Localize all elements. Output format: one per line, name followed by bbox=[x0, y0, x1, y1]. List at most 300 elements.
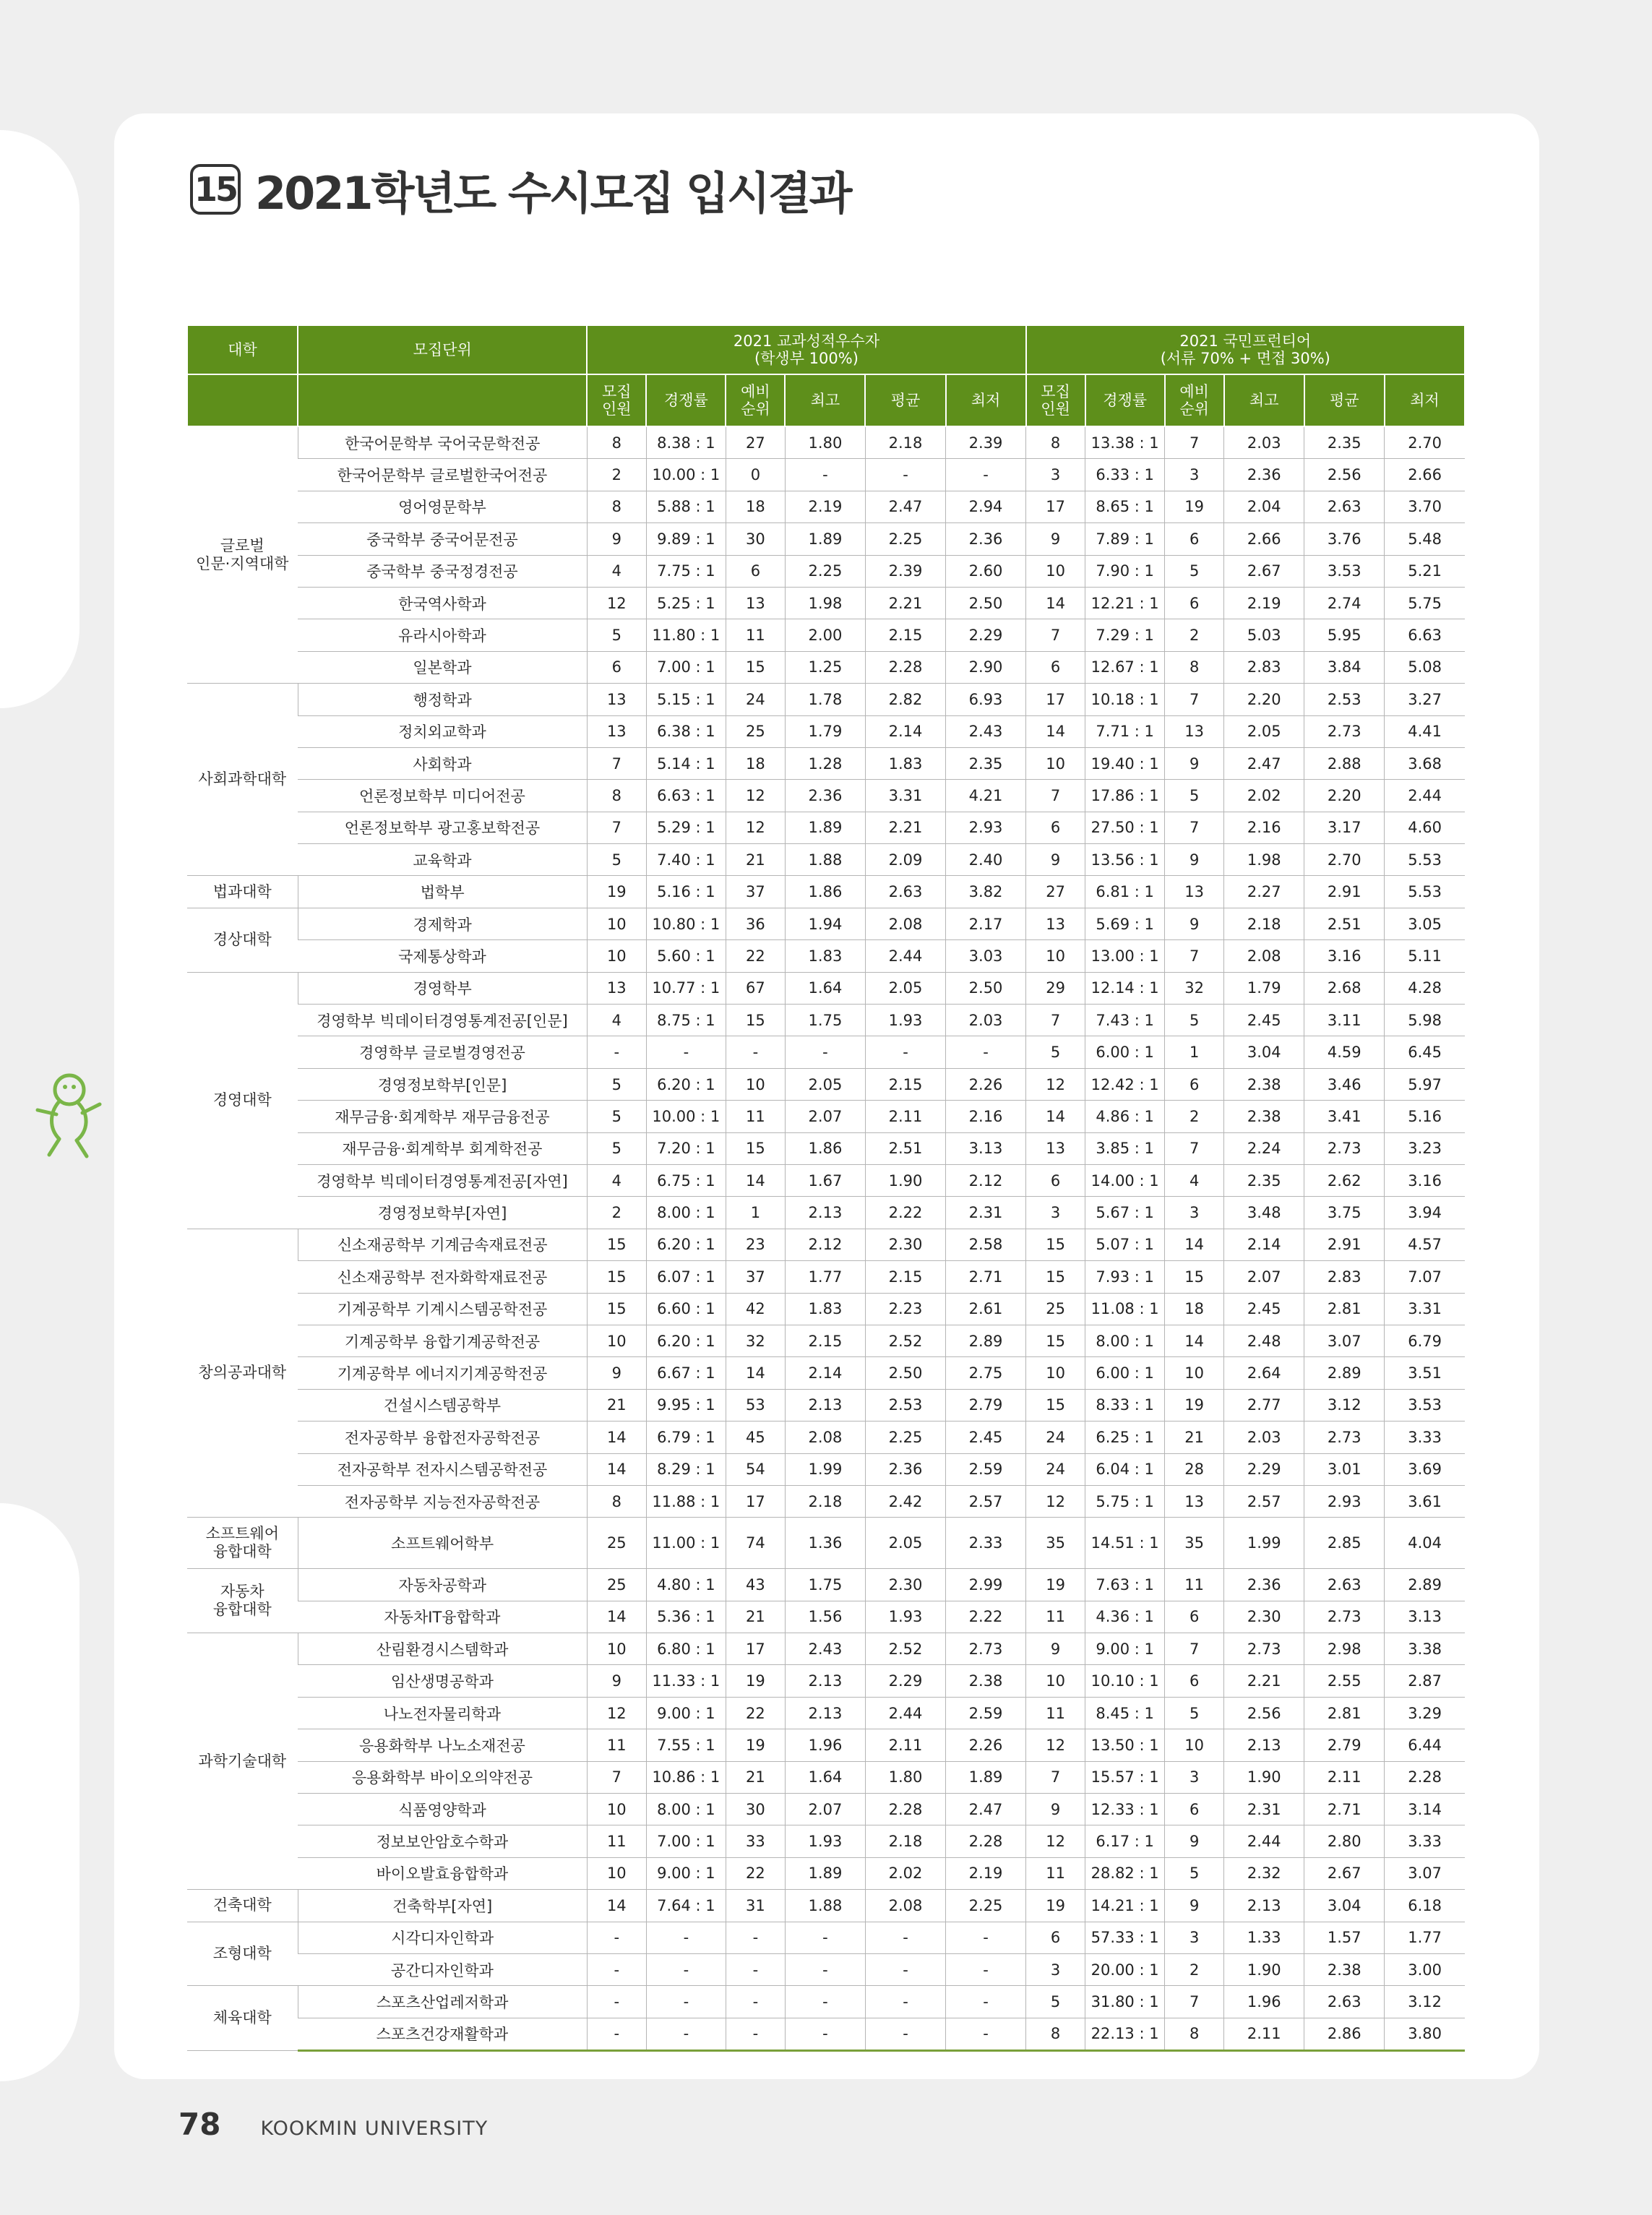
data-cell: 1.86 bbox=[785, 1132, 865, 1164]
unit-name: 일본학과 bbox=[298, 651, 587, 683]
data-cell: 12 bbox=[726, 780, 785, 812]
data-cell: 6 bbox=[1165, 1601, 1224, 1633]
data-cell: 2.50 bbox=[946, 587, 1026, 619]
data-cell: 13 bbox=[1026, 908, 1085, 939]
data-cell: 27 bbox=[726, 426, 785, 459]
unit-name: 응용화학부 바이오의약전공 bbox=[298, 1761, 587, 1793]
data-cell: 2.18 bbox=[865, 426, 945, 459]
data-cell: 2.38 bbox=[1224, 1101, 1304, 1132]
data-cell: 31.80 : 1 bbox=[1085, 1986, 1165, 2018]
unit-name: 건축학부[자연] bbox=[298, 1890, 587, 1922]
data-cell: 14 bbox=[1165, 1325, 1224, 1356]
data-cell: 12.14 : 1 bbox=[1085, 972, 1165, 1004]
data-cell: 3.70 bbox=[1385, 491, 1465, 522]
data-cell: 2.59 bbox=[946, 1697, 1026, 1729]
data-cell: 2.89 bbox=[1385, 1569, 1465, 1601]
data-cell: 74 bbox=[726, 1518, 785, 1569]
college-name-line: 융합대학 bbox=[212, 1543, 272, 1561]
data-cell: 9 bbox=[1165, 844, 1224, 876]
data-cell: 2.87 bbox=[1385, 1665, 1465, 1697]
data-cell: 2.29 bbox=[865, 1665, 945, 1697]
data-cell: 21 bbox=[587, 1389, 646, 1421]
data-cell: 14.00 : 1 bbox=[1085, 1164, 1165, 1196]
unit-name: 자동차IT융합학과 bbox=[298, 1601, 587, 1633]
data-cell: 3.46 bbox=[1304, 1068, 1385, 1100]
data-cell: - bbox=[946, 459, 1026, 491]
col-header-blank bbox=[187, 374, 298, 426]
data-cell: 5.60 : 1 bbox=[646, 940, 726, 972]
data-cell: 9.89 : 1 bbox=[646, 523, 726, 555]
data-cell: 1.89 bbox=[785, 523, 865, 555]
data-cell: - bbox=[785, 1922, 865, 1953]
table-row bbox=[187, 1794, 1465, 1825]
data-cell: 2.52 bbox=[865, 1633, 945, 1665]
table-row bbox=[187, 876, 1465, 908]
data-cell: 2.82 bbox=[865, 684, 945, 715]
data-cell: 15.57 : 1 bbox=[1085, 1761, 1165, 1793]
table-row bbox=[187, 940, 1465, 972]
data-cell: 2.28 bbox=[1385, 1761, 1465, 1793]
data-cell: 5.98 bbox=[1385, 1005, 1465, 1036]
data-cell: 1.99 bbox=[1224, 1518, 1304, 1569]
data-cell: 8.45 : 1 bbox=[1085, 1697, 1165, 1729]
data-cell: 1 bbox=[726, 1197, 785, 1229]
data-cell: 2.77 bbox=[1224, 1389, 1304, 1421]
data-cell: 6.33 : 1 bbox=[1085, 459, 1165, 491]
data-cell: - bbox=[946, 1986, 1026, 2018]
data-cell: 3.94 bbox=[1385, 1197, 1465, 1229]
data-cell: 2.83 bbox=[1224, 651, 1304, 683]
data-cell: 7.63 : 1 bbox=[1085, 1569, 1165, 1601]
data-cell: 10 bbox=[1026, 555, 1085, 587]
data-cell: 7 bbox=[1165, 940, 1224, 972]
data-cell: 28 bbox=[1165, 1453, 1224, 1485]
data-cell: 9 bbox=[1026, 844, 1085, 876]
data-cell: 17 bbox=[726, 1633, 785, 1665]
data-cell: 2.63 bbox=[865, 876, 945, 908]
data-cell: 2.13 bbox=[1224, 1729, 1304, 1761]
table-row bbox=[187, 587, 1465, 619]
data-cell: 21 bbox=[726, 1761, 785, 1793]
unit-name: 한국어문학부 글로벌한국어전공 bbox=[298, 459, 587, 491]
data-cell: 15 bbox=[587, 1229, 646, 1260]
unit-name: 응용화학부 나노소재전공 bbox=[298, 1729, 587, 1761]
data-cell: - bbox=[726, 2018, 785, 2050]
data-cell: 8.00 : 1 bbox=[646, 1197, 726, 1229]
data-cell: 7.00 : 1 bbox=[646, 651, 726, 683]
table-row bbox=[187, 1953, 1465, 1985]
data-cell: 19 bbox=[1165, 1389, 1224, 1421]
data-cell: 2.80 bbox=[1304, 1825, 1385, 1857]
data-cell: 1.89 bbox=[946, 1761, 1026, 1793]
data-cell: 13 bbox=[1165, 715, 1224, 747]
data-cell: 1.77 bbox=[1385, 1922, 1465, 1953]
data-cell: 2.74 bbox=[1304, 587, 1385, 619]
data-cell: 2.15 bbox=[785, 1325, 865, 1356]
data-cell: - bbox=[726, 1922, 785, 1953]
data-cell: 3.16 bbox=[1385, 1164, 1465, 1196]
data-cell: 2.13 bbox=[785, 1197, 865, 1229]
col-header-text: 예비 bbox=[741, 382, 770, 400]
data-cell: 2.05 bbox=[865, 1518, 945, 1569]
data-cell: 2 bbox=[1165, 1953, 1224, 1985]
col-header-text: 경쟁률 bbox=[1103, 391, 1148, 409]
data-cell: 1.75 bbox=[785, 1569, 865, 1601]
data-cell: 4 bbox=[587, 1164, 646, 1196]
unit-name: 정치외교학과 bbox=[298, 715, 587, 747]
data-cell: 2.62 bbox=[1304, 1164, 1385, 1196]
data-cell: 5.88 : 1 bbox=[646, 491, 726, 522]
data-cell: 2.14 bbox=[1224, 1229, 1304, 1260]
data-cell: 1.80 bbox=[785, 426, 865, 459]
data-cell: 2.33 bbox=[946, 1518, 1026, 1569]
data-cell: 7 bbox=[1165, 1633, 1224, 1665]
unit-name: 유라시아학과 bbox=[298, 619, 587, 651]
data-cell: 1.25 bbox=[785, 651, 865, 683]
data-cell: 1.79 bbox=[785, 715, 865, 747]
data-cell: 3 bbox=[1026, 1197, 1085, 1229]
unit-name: 기계공학부 기계시스템공학전공 bbox=[298, 1293, 587, 1325]
data-cell: 2.20 bbox=[1224, 684, 1304, 715]
data-cell: 2.17 bbox=[946, 908, 1026, 939]
data-cell: 2.66 bbox=[1224, 523, 1304, 555]
data-cell: 2.36 bbox=[1224, 1569, 1304, 1601]
data-cell: 3.38 bbox=[1385, 1633, 1465, 1665]
data-cell: 10 bbox=[587, 1325, 646, 1356]
data-cell: 19 bbox=[726, 1729, 785, 1761]
table-row bbox=[187, 1453, 1465, 1485]
data-cell: 11.00 : 1 bbox=[646, 1518, 726, 1569]
data-cell: 10.00 : 1 bbox=[646, 1101, 726, 1132]
data-cell: 1 bbox=[1165, 1036, 1224, 1068]
unit-name: 정보보안암호수학과 bbox=[298, 1825, 587, 1857]
unit-name: 교육학과 bbox=[298, 844, 587, 876]
data-cell: 15 bbox=[587, 1293, 646, 1325]
unit-name: 기계공학부 융합기계공학전공 bbox=[298, 1325, 587, 1356]
data-cell: 1.86 bbox=[785, 876, 865, 908]
data-cell: 10.77 : 1 bbox=[646, 972, 726, 1004]
data-cell: 2.91 bbox=[1304, 1229, 1385, 1260]
data-cell: 6.04 : 1 bbox=[1085, 1453, 1165, 1485]
data-cell: 14 bbox=[1026, 715, 1085, 747]
data-cell: 3.51 bbox=[1385, 1357, 1465, 1389]
data-cell: 3.61 bbox=[1385, 1485, 1465, 1517]
table-row bbox=[187, 523, 1465, 555]
data-cell: 2.45 bbox=[946, 1422, 1026, 1453]
data-cell: 6.79 : 1 bbox=[646, 1422, 726, 1453]
data-cell: 9 bbox=[1165, 747, 1224, 779]
col-header-b-average bbox=[1304, 374, 1385, 426]
data-cell: 2.85 bbox=[1304, 1518, 1385, 1569]
unit-name: 영어영문학부 bbox=[298, 491, 587, 522]
data-cell: 6 bbox=[1165, 587, 1224, 619]
col-header-a-lowest bbox=[946, 374, 1026, 426]
data-cell: 2.13 bbox=[785, 1389, 865, 1421]
data-cell: 2.98 bbox=[1304, 1633, 1385, 1665]
unit-name: 경제학과 bbox=[298, 908, 587, 939]
data-cell: 1.90 bbox=[865, 1164, 945, 1196]
data-cell: 2.73 bbox=[946, 1633, 1026, 1665]
data-cell: 3.48 bbox=[1224, 1197, 1304, 1229]
data-cell: 10.86 : 1 bbox=[646, 1761, 726, 1793]
data-cell: 5.67 : 1 bbox=[1085, 1197, 1165, 1229]
data-cell: 1.90 bbox=[1224, 1953, 1304, 1985]
data-cell: 17 bbox=[1026, 684, 1085, 715]
data-cell: 3.00 bbox=[1385, 1953, 1465, 1985]
data-cell: 5.75 bbox=[1385, 587, 1465, 619]
data-cell: 2 bbox=[587, 459, 646, 491]
data-cell: 12 bbox=[587, 1697, 646, 1729]
group-b-line1: 2021 국민프런티어 bbox=[1179, 332, 1312, 350]
data-cell: 2.43 bbox=[785, 1633, 865, 1665]
data-cell: 12 bbox=[726, 812, 785, 843]
data-cell: 1.83 bbox=[865, 747, 945, 779]
data-cell: 24 bbox=[1026, 1453, 1085, 1485]
college-name-line: 자동차 bbox=[220, 1582, 264, 1600]
data-cell: 2.07 bbox=[1224, 1261, 1304, 1293]
data-cell: 1.28 bbox=[785, 747, 865, 779]
data-cell: 10 bbox=[587, 1794, 646, 1825]
data-cell: 2.53 bbox=[865, 1389, 945, 1421]
data-cell: 7 bbox=[587, 747, 646, 779]
data-cell: 4.04 bbox=[1385, 1518, 1465, 1569]
data-cell: 2.05 bbox=[1224, 715, 1304, 747]
data-cell: 2 bbox=[1165, 1101, 1224, 1132]
page-heading bbox=[190, 160, 851, 218]
data-cell: 2.63 bbox=[1304, 1986, 1385, 2018]
data-cell: 4.28 bbox=[1385, 972, 1465, 1004]
data-cell: 23 bbox=[726, 1229, 785, 1260]
data-cell: 4 bbox=[587, 1005, 646, 1036]
data-cell: 3.16 bbox=[1304, 940, 1385, 972]
col-header-text: 평균 bbox=[1329, 391, 1359, 409]
data-cell: 8 bbox=[587, 1485, 646, 1517]
table-row bbox=[187, 1890, 1465, 1922]
data-cell: 27 bbox=[1026, 876, 1085, 908]
data-cell: 2.71 bbox=[946, 1261, 1026, 1293]
data-cell: 10 bbox=[1026, 1665, 1085, 1697]
data-cell: 2.18 bbox=[865, 1825, 945, 1857]
data-cell: 4.41 bbox=[1385, 715, 1465, 747]
data-cell: 2.44 bbox=[1224, 1825, 1304, 1857]
table-row bbox=[187, 780, 1465, 812]
data-cell: 6 bbox=[1026, 651, 1085, 683]
table-row bbox=[187, 1101, 1465, 1132]
data-cell: 7 bbox=[1026, 619, 1085, 651]
unit-name: 임산생명공학과 bbox=[298, 1665, 587, 1697]
data-cell: 10 bbox=[1026, 940, 1085, 972]
data-cell: 2.22 bbox=[946, 1601, 1026, 1633]
data-cell: 9 bbox=[1165, 1825, 1224, 1857]
data-cell: 3.04 bbox=[1224, 1036, 1304, 1068]
data-cell: 2.12 bbox=[946, 1164, 1026, 1196]
data-cell: 2.05 bbox=[865, 972, 945, 1004]
group-a-line2: (학생부 100%) bbox=[754, 350, 859, 367]
data-cell: 6.44 bbox=[1385, 1729, 1465, 1761]
data-cell: 2.57 bbox=[1224, 1485, 1304, 1517]
data-cell: 3.76 bbox=[1304, 523, 1385, 555]
data-cell: 7.40 : 1 bbox=[646, 844, 726, 876]
data-cell: 11.33 : 1 bbox=[646, 1665, 726, 1697]
university-name: KOOKMIN UNIVERSITY bbox=[260, 2117, 489, 2140]
data-cell: 5.14 : 1 bbox=[646, 747, 726, 779]
table-row bbox=[187, 1729, 1465, 1761]
data-cell: 1.78 bbox=[785, 684, 865, 715]
data-cell: - bbox=[726, 1036, 785, 1068]
table-row bbox=[187, 812, 1465, 843]
data-cell: 3.85 : 1 bbox=[1085, 1132, 1165, 1164]
data-cell: 2.68 bbox=[1304, 972, 1385, 1004]
data-cell: 19 bbox=[587, 876, 646, 908]
data-cell: 6.63 : 1 bbox=[646, 780, 726, 812]
table-row bbox=[187, 1825, 1465, 1857]
data-cell: 5.48 bbox=[1385, 523, 1465, 555]
data-cell: 4.60 bbox=[1385, 812, 1465, 843]
table-row bbox=[187, 715, 1465, 747]
data-cell: - bbox=[865, 1922, 945, 1953]
table-row bbox=[187, 1922, 1465, 1953]
table-row bbox=[187, 491, 1465, 522]
data-cell: 3.07 bbox=[1385, 1857, 1465, 1889]
data-cell: 4.86 : 1 bbox=[1085, 1101, 1165, 1132]
data-cell: 2.59 bbox=[946, 1453, 1026, 1485]
data-cell: 3.53 bbox=[1304, 555, 1385, 587]
data-cell: 11 bbox=[1026, 1697, 1085, 1729]
data-cell: 11.80 : 1 bbox=[646, 619, 726, 651]
data-cell: 2.27 bbox=[1224, 876, 1304, 908]
data-cell: 5 bbox=[587, 619, 646, 651]
data-cell: 3.17 bbox=[1304, 812, 1385, 843]
data-cell: 2.09 bbox=[865, 844, 945, 876]
data-cell: 22 bbox=[726, 1857, 785, 1889]
admission-results-table bbox=[186, 324, 1466, 2052]
data-cell: 2.47 bbox=[946, 1794, 1026, 1825]
data-cell: 2.25 bbox=[865, 1422, 945, 1453]
table-row bbox=[187, 1164, 1465, 1196]
unit-name: 경영학부 빅데이터경영통계전공[인문] bbox=[298, 1005, 587, 1036]
unit-name: 시각디자인학과 bbox=[298, 1922, 587, 1953]
data-cell: 1.67 bbox=[785, 1164, 865, 1196]
data-cell: 6.18 bbox=[1385, 1890, 1465, 1922]
data-cell: 2.93 bbox=[946, 812, 1026, 843]
data-cell: 8.33 : 1 bbox=[1085, 1389, 1165, 1421]
data-cell: 15 bbox=[1026, 1389, 1085, 1421]
unit-name: 경영정보학부[인문] bbox=[298, 1068, 587, 1100]
col-header-text: 인원 bbox=[1041, 400, 1070, 418]
data-cell: 1.56 bbox=[785, 1601, 865, 1633]
data-cell: 3 bbox=[1026, 1953, 1085, 1985]
data-cell: 1.77 bbox=[785, 1261, 865, 1293]
data-cell: 3.80 bbox=[1385, 2018, 1465, 2050]
col-header-text: 평균 bbox=[890, 391, 921, 409]
table-row bbox=[187, 844, 1465, 876]
data-cell: 7.43 : 1 bbox=[1085, 1005, 1165, 1036]
data-cell: 1.93 bbox=[785, 1825, 865, 1857]
data-cell: 3.14 bbox=[1385, 1794, 1465, 1825]
data-cell: 10.00 : 1 bbox=[646, 459, 726, 491]
data-cell: 3.84 bbox=[1304, 651, 1385, 683]
data-cell: 7.07 bbox=[1385, 1261, 1465, 1293]
data-cell: 5.16 : 1 bbox=[646, 876, 726, 908]
data-cell: 8 bbox=[1026, 2018, 1085, 2050]
data-cell: 2.79 bbox=[946, 1389, 1026, 1421]
data-cell: 7 bbox=[1026, 1761, 1085, 1793]
data-cell: 2.04 bbox=[1224, 491, 1304, 522]
data-cell: 2.31 bbox=[946, 1197, 1026, 1229]
data-cell: 2.88 bbox=[1304, 747, 1385, 779]
data-cell: - bbox=[946, 1036, 1026, 1068]
data-cell: 3.01 bbox=[1304, 1453, 1385, 1485]
col-header-a-quota bbox=[587, 374, 646, 426]
data-cell: 5.25 : 1 bbox=[646, 587, 726, 619]
unit-name: 사회학과 bbox=[298, 747, 587, 779]
data-cell: 2.67 bbox=[1304, 1857, 1385, 1889]
table-row bbox=[187, 1665, 1465, 1697]
data-cell: 3 bbox=[1165, 1761, 1224, 1793]
data-cell: 3.82 bbox=[946, 876, 1026, 908]
data-cell: 13 bbox=[1165, 876, 1224, 908]
data-cell: 7.75 : 1 bbox=[646, 555, 726, 587]
data-cell: 12 bbox=[1026, 1825, 1085, 1857]
data-cell: 2.83 bbox=[1304, 1261, 1385, 1293]
data-cell: 3.53 bbox=[1385, 1389, 1465, 1421]
data-cell: 11 bbox=[587, 1729, 646, 1761]
data-cell: - bbox=[946, 1953, 1026, 1985]
data-cell: - bbox=[587, 1036, 646, 1068]
data-cell: 13 bbox=[1026, 1132, 1085, 1164]
data-cell: 2.36 bbox=[1224, 459, 1304, 491]
data-cell: 15 bbox=[726, 1005, 785, 1036]
data-cell: 13 bbox=[587, 715, 646, 747]
college-name bbox=[187, 972, 298, 1229]
data-cell: 2.42 bbox=[865, 1485, 945, 1517]
data-cell: 6.25 : 1 bbox=[1085, 1422, 1165, 1453]
data-cell: 3.31 bbox=[1385, 1293, 1465, 1325]
data-cell: 2.70 bbox=[1304, 844, 1385, 876]
data-cell: 2.38 bbox=[1224, 1068, 1304, 1100]
col-header-b-lowest bbox=[1385, 374, 1465, 426]
data-cell: - bbox=[726, 1986, 785, 2018]
data-cell: 6.38 : 1 bbox=[646, 715, 726, 747]
data-cell: 54 bbox=[726, 1453, 785, 1485]
page-footer bbox=[178, 2107, 488, 2142]
section-number-badge: 15 bbox=[190, 164, 241, 215]
data-cell: 2.13 bbox=[785, 1697, 865, 1729]
data-cell: 1.75 bbox=[785, 1005, 865, 1036]
data-cell: 14 bbox=[587, 1890, 646, 1922]
table-row bbox=[187, 651, 1465, 683]
data-cell: - bbox=[946, 2018, 1026, 2050]
data-cell: 1.36 bbox=[785, 1518, 865, 1569]
data-cell: 5 bbox=[1026, 1036, 1085, 1068]
data-cell: 7 bbox=[587, 1761, 646, 1793]
college-name-line: 융합대학 bbox=[212, 1601, 272, 1619]
data-cell: 10 bbox=[587, 908, 646, 939]
data-cell: 5 bbox=[1165, 780, 1224, 812]
data-cell: 2.13 bbox=[1224, 1890, 1304, 1922]
data-cell: 13.50 : 1 bbox=[1085, 1729, 1165, 1761]
data-cell: 5.15 : 1 bbox=[646, 684, 726, 715]
data-cell: 2.08 bbox=[1224, 940, 1304, 972]
data-cell: 7.55 : 1 bbox=[646, 1729, 726, 1761]
table-row bbox=[187, 684, 1465, 715]
college-name-line: 창의공과대학 bbox=[198, 1364, 287, 1382]
unit-name: 전자공학부 전자시스템공학전공 bbox=[298, 1453, 587, 1485]
data-cell: 10 bbox=[1165, 1729, 1224, 1761]
header-row-1 bbox=[187, 325, 1465, 374]
data-cell: 2.70 bbox=[1385, 426, 1465, 459]
college-name-line: 인문·지역대학 bbox=[196, 555, 289, 573]
